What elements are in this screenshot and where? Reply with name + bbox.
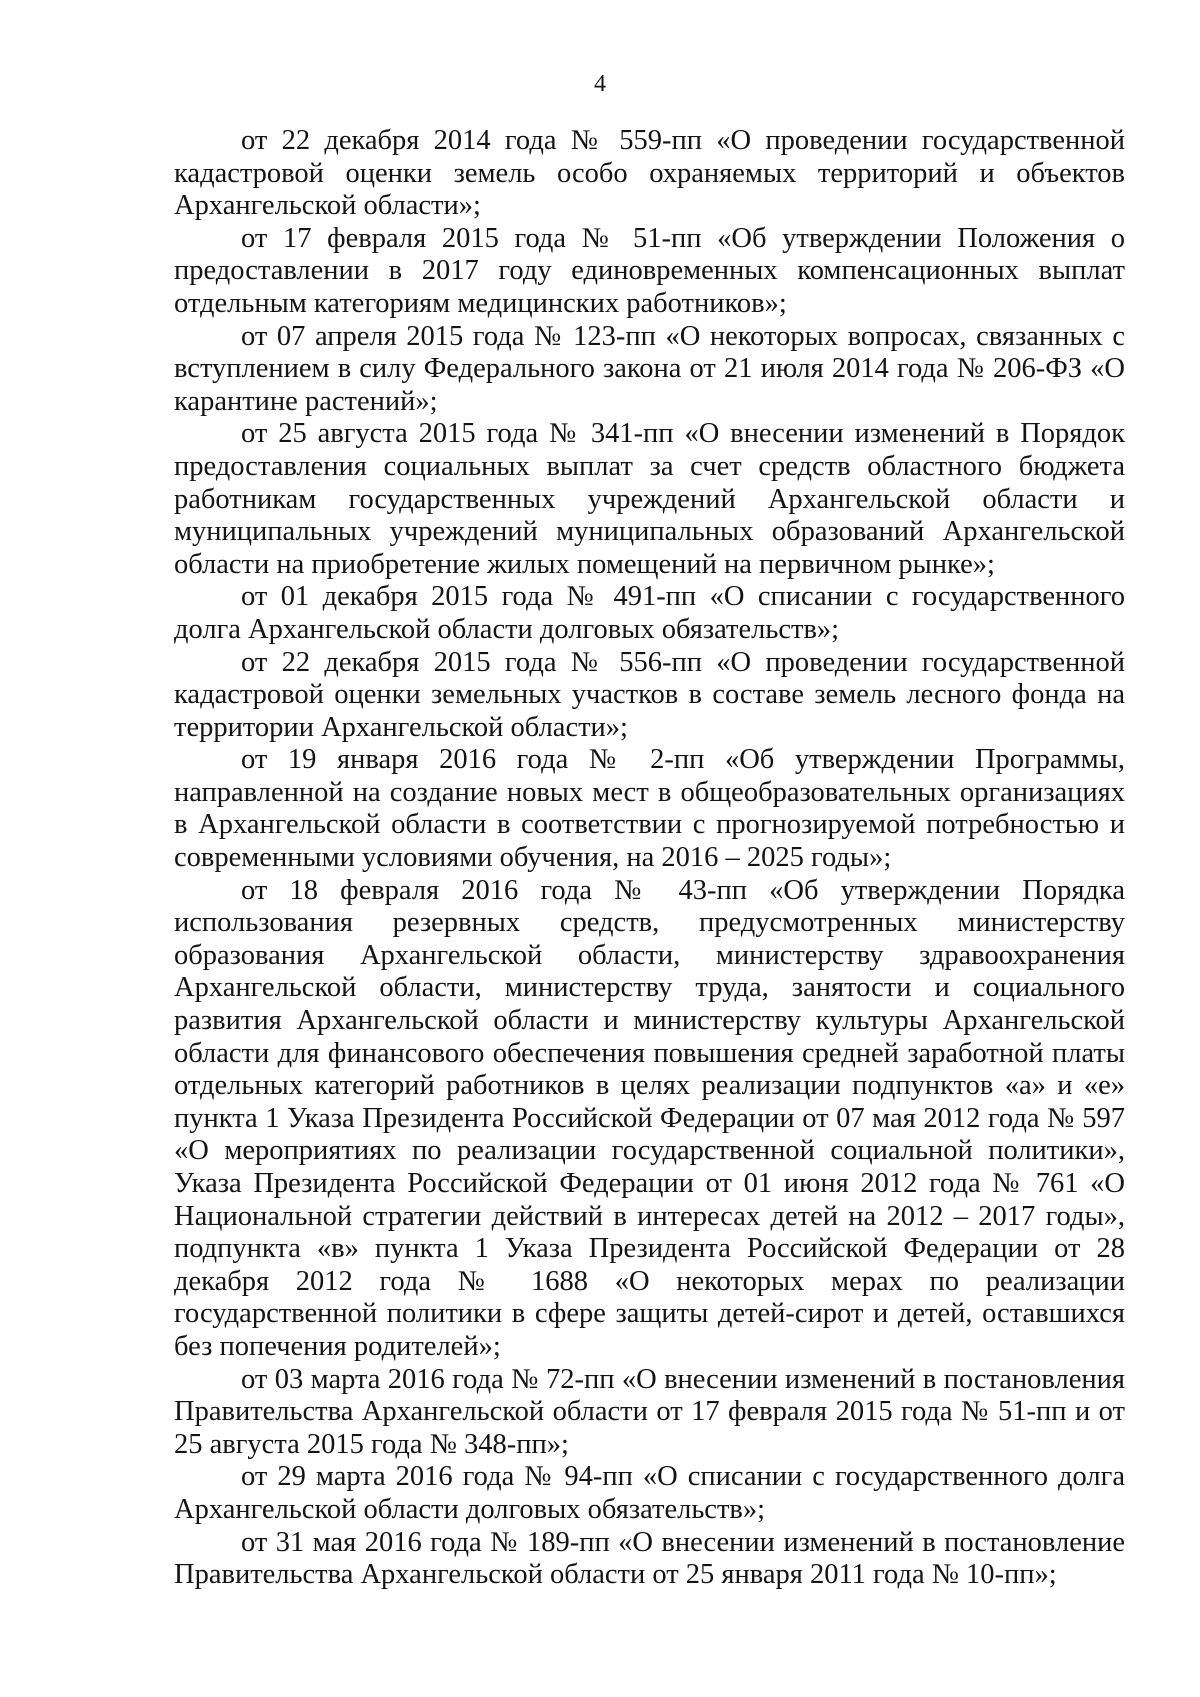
list-item: от 22 декабря 2014 года № 559-пп «О проведении государственной кадастровой оценки земель особо охраняемых территорий и объектов Архангельской области»; — [174, 125, 1125, 222]
page-number: 4 — [594, 71, 606, 97]
list-item: от 03 марта 2016 года № 72-пп «О внесении изменений в постановления Правительства Архангельской области от 17 февраля 2015 года № 51-пп и от 25 августа 2015 года № 348-пп»; — [174, 1363, 1125, 1460]
list-item: от 07 апреля 2015 года № 123-пп «О некоторых вопросах, связанных с вступлением в силу Федерального закона от 21 июля 2014 года № 206-ФЗ «О карантине растений»; — [174, 320, 1125, 417]
list-item: от 01 декабря 2015 года № 491-пп «О списании с государственного долга Архангельской области долговых обязательств»; — [174, 581, 1125, 645]
list-item: от 19 января 2016 года № 2-пп «Об утверждении Программы, направленной на создание новых мест в общеобразовательных организациях в Архангельской области в соответствии с прогнозируемой потребностью и современными условиями обучения, на 2016 – 2025 годы»; — [174, 744, 1125, 874]
list-item: от 25 августа 2015 года № 341-пп «О внесении изменений в Порядок предоставления социальных выплат за счет средств областного бюджета работникам государственных учреждений Архангельской области и муниципальных учреждений муниципальных образований Архангельской области на приобретение жилых помещений на первичном рынке»; — [174, 418, 1125, 580]
list-item: от 22 декабря 2015 года № 556-пп «О проведении государственной кадастровой оценки земельных участков в составе земель лесного фонда на территории Архангельской области»; — [174, 646, 1125, 743]
list-item: от 31 мая 2016 года № 189-пп «О внесении изменений в постановление Правительства Архангельской области от 25 января 2011 года № 10-пп»; — [174, 1526, 1125, 1591]
list-item: от 29 марта 2016 года № 94-пп «О списании с государственного долга Архангельской области долговых обязательств»; — [174, 1461, 1125, 1525]
list-item: от 17 февраля 2015 года № 51-пп «Об утверждении Положения о предоставлении в 2017 году единовременных компенсационных выплат отдельным категориям медицинских работников»; — [174, 222, 1125, 319]
list-item: от 18 февраля 2016 года № 43-пп «Об утверждении Порядка использования резервных средств, предусмотренных министерству образования Архангельской области, министерству здравоохранения Архангельской области, министерству труда, занятости и социального развития Архангельской области и министерству культуры Архангельской области для финансового обеспечения повышения средней заработной платы отдельных категорий работников в целях реализации подпунктов «а» и «е» пункта 1 Указа Президента Российской Федерации от 07 мая 2012 года № 597 «О мероприятиях по реализации государственной социальной политики», Указа Президента Российской Федерации от 01 июня 2012 года № 761 «О Национальной стратегии действий в интересах детей на 2012 – 2017 годы», подпункта «в» пункта 1 Указа Президента Российской Федерации от 28 декабря 2012 года № 1688 «О некоторых мерах по реализации государственной политики в сфере защиты детей-сирот и детей, оставшихся без попечения родителей»; — [174, 874, 1125, 1362]
document-body — [174, 125, 1125, 1592]
